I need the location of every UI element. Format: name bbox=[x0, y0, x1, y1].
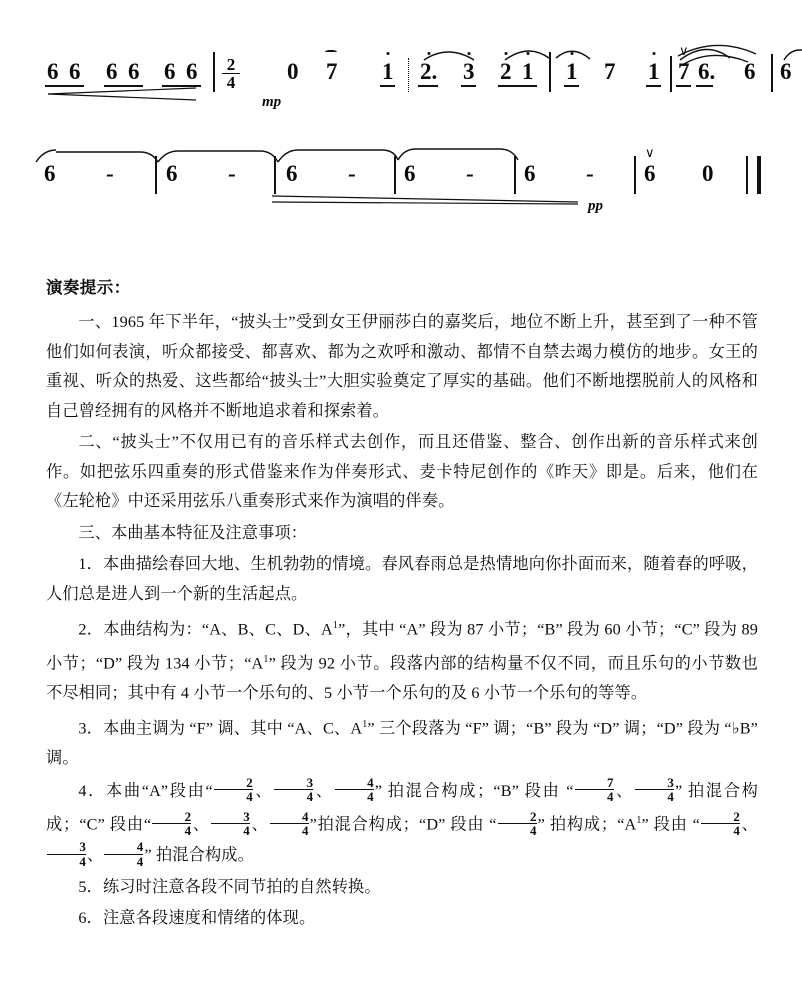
barline bbox=[394, 156, 396, 194]
frac-den: 4 bbox=[498, 823, 537, 838]
frac-den: 4 bbox=[47, 854, 86, 869]
note: 6 bbox=[780, 59, 792, 84]
item-5: 5．练习时注意各段不同节拍的自然转换。 bbox=[78, 877, 381, 896]
item-2-mid: ”，其中 “A” 段为 87 小节；“B” 段为 60 小节；“C” 段为 89 小节；“D” 段为 134 小节；“A bbox=[46, 620, 758, 673]
note: 7 bbox=[326, 59, 338, 84]
note: 1 bbox=[566, 59, 578, 84]
note: 6 bbox=[404, 161, 416, 186]
note: - bbox=[348, 161, 356, 186]
frac-num: 7 bbox=[606, 774, 614, 790]
note: 6 bbox=[524, 161, 536, 186]
fraction-2-4 bbox=[701, 810, 740, 838]
note: 6 bbox=[44, 161, 56, 186]
frac-num: 3 bbox=[306, 774, 314, 790]
barline bbox=[155, 156, 157, 194]
item-2-prefix: 2．本曲结构为：“A、B、C、D、A bbox=[78, 620, 333, 639]
note: 6 bbox=[286, 161, 298, 186]
frac-den: 4 bbox=[575, 789, 614, 804]
staff-2-notes bbox=[0, 140, 802, 232]
frac-num: 2 bbox=[246, 774, 253, 790]
frac-den: 4 bbox=[152, 823, 191, 838]
fraction-4-4 bbox=[104, 840, 143, 868]
item-4-c-join1: 、 bbox=[192, 815, 210, 834]
frac-num: 4 bbox=[136, 839, 144, 855]
fraction-3-4 bbox=[635, 776, 674, 804]
dynamic-pp: pp bbox=[588, 198, 603, 214]
note: - bbox=[106, 161, 114, 186]
tenuto-mark bbox=[325, 50, 337, 55]
dynamic-mp: mp bbox=[262, 94, 282, 110]
time-signature-numerator: 2 bbox=[226, 55, 236, 74]
frac-den: 4 bbox=[104, 854, 143, 869]
music-score bbox=[0, 38, 802, 232]
paragraph-3: 三、本曲基本特征及注意事项： bbox=[78, 523, 308, 542]
frac-num: 2 bbox=[530, 808, 537, 824]
item-3-prefix: 3．本曲主调为 “F” 调、其中 “A、C、A bbox=[78, 719, 363, 738]
item-2 bbox=[46, 611, 758, 708]
section-heading: 演奏提示： bbox=[46, 278, 131, 297]
frac-num: 3 bbox=[79, 839, 87, 855]
fraction-2-4 bbox=[214, 776, 253, 804]
frac-num: 3 bbox=[667, 774, 674, 790]
note: 7 bbox=[604, 59, 616, 84]
barline bbox=[634, 156, 636, 194]
note: 6 bbox=[128, 59, 140, 84]
note: 6 bbox=[166, 161, 178, 186]
note: 1 bbox=[522, 59, 534, 84]
note: 6 bbox=[47, 59, 59, 84]
item-1: 1．本曲描绘春回大地、生机勃勃的情境。春风春雨总是热情地向你扑面而来，随着春的呼吸，人们总是进人到一个新的生活起点。 bbox=[46, 555, 758, 603]
frac-num: 4 bbox=[367, 774, 374, 790]
item-4-a-suffix: ” 拍混合构成；“B” 段由 “ bbox=[374, 781, 574, 800]
fraction-4-4 bbox=[335, 776, 374, 804]
item-4-e-join2: 、 bbox=[87, 846, 104, 865]
item-3-suffix: B” 调。 bbox=[46, 719, 758, 768]
note: 2. bbox=[420, 59, 438, 84]
item-4-a-join2: 、 bbox=[314, 781, 334, 800]
time-signature-denominator: 4 bbox=[222, 73, 240, 91]
paragraph-1: 一、1965 年下半年，“披头士”受到女王伊丽莎白的嘉奖后，地位不断上升，甚至到了一种不管他们如何表演，听众都接受、都喜欢、都为之欢呼和激动、都情不自禁去竭力模仿的地步。女王的重视、听众的热爱、这些都给“披头士”大胆实验奠定了厚实的基础。他们不断地摆脱前人的风格和自己曾经拥有的风格并不断地追求着和探索着。 bbox=[46, 313, 758, 420]
note: - bbox=[586, 161, 594, 186]
up-bow-icon: ∨ bbox=[645, 145, 655, 160]
item-2-suffix: ” 段为 92 小节。段落内部的结构量不仅不同，而且乐句的小节数也不尽相同；其中有 4 小节一个乐句的、5 小节一个乐句的及 6 小节一个乐句的等等。 bbox=[46, 654, 758, 702]
flat-symbol: ♭ bbox=[731, 719, 740, 738]
frac-num: 4 bbox=[302, 808, 309, 824]
note: 6. bbox=[698, 59, 716, 84]
frac-num: 2 bbox=[733, 808, 740, 824]
performance-notes bbox=[46, 274, 758, 936]
item-3-mid: ” 三个段落为 “F” 调；“B” 段为 “D” 调；“D” 段为 “ bbox=[367, 719, 732, 738]
note: 3 bbox=[463, 59, 475, 84]
fraction-3-4 bbox=[211, 810, 250, 838]
note: 6 bbox=[186, 59, 198, 84]
note: 6 bbox=[164, 59, 176, 84]
item-4-e-suffix: ” 拍混合构成。 bbox=[144, 846, 254, 865]
up-bow-icon: ∨ bbox=[679, 43, 689, 58]
document-page bbox=[0, 38, 802, 1003]
frac-num: 3 bbox=[243, 808, 250, 824]
frac-den: 4 bbox=[211, 823, 250, 838]
note: - bbox=[466, 161, 474, 186]
note: 6 bbox=[69, 59, 81, 84]
item-3-sup-1: 1 bbox=[362, 719, 368, 731]
fraction-3-4 bbox=[47, 840, 86, 868]
item-4-a-join1: 、 bbox=[253, 781, 274, 800]
note: - bbox=[228, 161, 236, 186]
note: 1 bbox=[382, 59, 394, 84]
note: 6 bbox=[106, 59, 118, 84]
note: 0 bbox=[287, 59, 299, 84]
note: 2 bbox=[500, 59, 512, 84]
item-3 bbox=[46, 710, 758, 773]
item-4-e-join1: 、 bbox=[741, 815, 759, 834]
item-4-e-prefix: ” 段由 “ bbox=[641, 815, 700, 834]
final-barline bbox=[746, 156, 761, 194]
item-2-sup-2: 1 bbox=[263, 653, 269, 665]
item-4-a-prefix: 4．本曲“A”段由“ bbox=[78, 781, 213, 800]
fraction-7-4 bbox=[575, 776, 614, 804]
note: 0 bbox=[702, 161, 714, 186]
frac-num: 2 bbox=[184, 808, 192, 824]
fraction-4-4 bbox=[270, 810, 309, 838]
item-4-b-suffix: ” 拍混合构成；“C” 段由“ bbox=[46, 781, 758, 834]
frac-den: 4 bbox=[214, 789, 253, 804]
frac-den: 4 bbox=[274, 789, 313, 804]
barline bbox=[514, 156, 516, 194]
item-4-c-join2: 、 bbox=[250, 815, 269, 834]
staff-line-2 bbox=[0, 140, 802, 232]
paragraph-2: 二、“披头士”不仅用已有的音乐样式去创作，而且还借鉴、整合、创作出新的音乐样式来创作。如把弦乐四重奏的形式借鉴来作为伴奏形式、麦卡特尼创作的《昨天》即是。后来，他们在《左轮枪》中还采用弦乐八重奏形式来作为演唱的伴奏。 bbox=[46, 433, 758, 510]
fraction-2-4 bbox=[152, 810, 191, 838]
frac-den: 4 bbox=[335, 789, 374, 804]
frac-den: 4 bbox=[270, 823, 309, 838]
item-4-d-suffix: ” 拍构成；“A bbox=[537, 815, 637, 834]
item-6: 6．注意各段速度和情绪的体现。 bbox=[78, 909, 316, 928]
frac-den: 4 bbox=[701, 823, 740, 838]
item-4 bbox=[46, 776, 758, 871]
item-4-c-suffix: ”拍混合构成；“D” 段由 “ bbox=[309, 815, 497, 834]
note: 6 bbox=[744, 59, 756, 84]
item-4-b-join: 、 bbox=[614, 781, 634, 800]
item-2-sup-1: 1 bbox=[332, 620, 339, 631]
frac-den: 4 bbox=[635, 789, 674, 804]
note: 1 bbox=[648, 59, 660, 84]
fraction-3-4 bbox=[274, 776, 313, 804]
fraction-2-4 bbox=[498, 810, 537, 838]
note: 6 bbox=[644, 161, 656, 186]
item-4-sup: 1 bbox=[636, 815, 642, 827]
note: 7 bbox=[678, 59, 690, 84]
barline bbox=[274, 156, 276, 194]
